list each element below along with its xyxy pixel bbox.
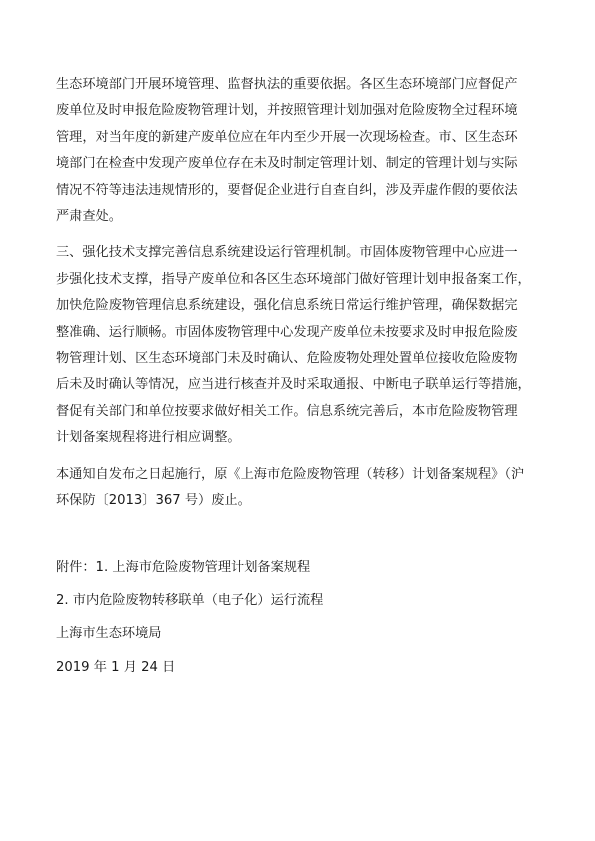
text-line: 后未及时确认等情况，应当进行核查并及时采取通报、中断电子联单运行等措施， [56, 377, 531, 393]
text-line: 督促有关部门和单位按要求做好相关工作。信息系统完善后，本市危险废物管理 [56, 403, 518, 419]
paragraph-technical-support [56, 240, 539, 451]
text-line: 管理，对当年度的新建产废单位应在年内至少开展一次现场检查。市、区生态环 [56, 129, 518, 145]
text-line: 环保防〔2013〕367 号）废止。 [56, 493, 251, 509]
spacer [56, 525, 539, 555]
issue-date: 2019 年 1 月 24 日 [56, 659, 176, 675]
attachment-line-2: 2. 市内危险废物转移联单（电子化）运行流程 [56, 592, 324, 608]
attachment-line-1: 附件：1. 上海市危险废物管理计划备案规程 [56, 559, 311, 575]
text-line: 整准确、运行顺畅。市固体废物管理中心发现产废单位未按要求及时申报危险废 [56, 324, 518, 340]
issuer-name: 上海市生态环境局 [56, 626, 162, 642]
text-line: 步强化技术支撑，指导产废单位和各区生态环境部门做好管理计划申报备案工作， [56, 271, 531, 287]
text-line: 物管理计划、区生态环境部门未及时确认、危险废物处理处置单位接收危险废物 [56, 351, 518, 367]
text-line: 计划备案规程将进行相应调整。 [56, 430, 241, 446]
text-line: 本通知自发布之日起施行，原《上海市危险废物管理（转移）计划备案规程》（沪 [56, 466, 525, 482]
paragraph-supervision [56, 72, 539, 230]
text-line: 严肃查处。 [56, 209, 122, 225]
text-line: 生态环境部门开展环境管理、监督执法的重要依据。各区生态环境部门应督促产 [56, 77, 518, 92]
text-line: 境部门在检查中发现产废单位存在未及时制定管理计划、制定的管理计划与实际 [56, 156, 518, 172]
paragraph-effective-date [56, 462, 539, 515]
text-line: 加快危险废物管理信息系统建设，强化信息系统日常运行维护管理，确保数据完 [56, 298, 518, 314]
text-line: 情况不符等违法违规情形的，要督促企业进行自查自纠，涉及弄虚作假的要依法 [56, 182, 518, 198]
text-line: 三、强化技术支撑完善信息系统建设运行管理机制。市固体废物管理中心应进一 [56, 245, 518, 261]
text-line: 废单位及时申报危险废物管理计划，并按照管理计划加强对危险废物全过程环境 [56, 103, 518, 119]
